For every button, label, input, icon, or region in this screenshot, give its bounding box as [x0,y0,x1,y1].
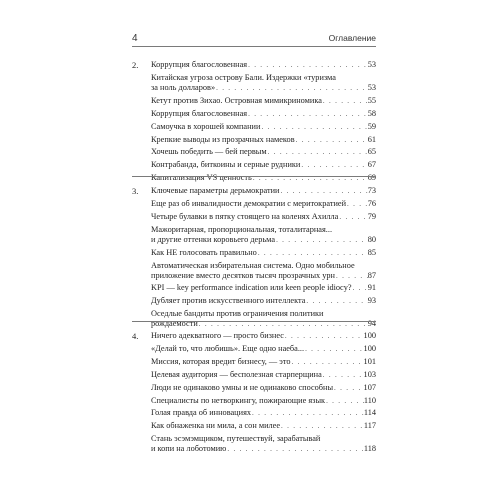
entry-title-line: Кетут против Зихао. Островная мимикриномика [151,95,322,105]
entry-title-line: Хочешь победить — бей первым [151,147,267,157]
dot-leader [305,296,367,306]
page-ref: 101 [363,356,376,366]
entry-title-line: Голая правда об инновациях [151,408,252,418]
entry-title-line: Коррупция благословенная [151,108,248,118]
page-ref: 110 [363,395,376,405]
page-ref: 100 [363,343,376,353]
toc-entry[interactable] [151,296,376,306]
toc-entry[interactable] [151,199,376,209]
toc-entry[interactable] [151,344,376,354]
toc-entry[interactable] [151,135,376,145]
entry-title-line: Автоматическая избирательная система. Одно мобильное [151,260,355,270]
header-rule [132,46,376,47]
entry-title-line: «Делай то, что любишь». Еще одно наеба... [151,343,305,353]
dot-leader [247,109,368,119]
dot-leader [322,370,364,380]
page-ref: 117 [363,421,376,431]
page-ref: 93 [367,296,376,306]
dot-leader [333,383,364,393]
entry-title-line: Китайская угроза острову Бали. Издержки «туризма [151,72,336,82]
entry-title-line: и копи на лоботомию [151,444,227,454]
entry-title-line: Стань эсэмэмщиком, путешествуй, зарабатывай [151,434,321,444]
entry-title-line: Еще раз об инвалидности демократии с меритократией [151,198,347,208]
toc-entry[interactable] [151,122,376,132]
page-ref: 61 [367,134,376,144]
page-ref: 58 [367,108,376,118]
toc-entry[interactable] [151,383,376,393]
toc-entry[interactable] [151,60,376,70]
toc-entry[interactable] [151,421,376,431]
page-ref: 91 [367,283,376,293]
dot-leader [325,396,364,406]
toc-entry[interactable] [151,283,376,293]
entry-title-line: Крепкие выводы из прозрачных намеков [151,134,295,144]
toc-entry[interactable] [151,357,376,367]
entry-title-line: Контрабанда, биткоины и серные рудники [151,160,301,170]
page-ref: 79 [367,211,376,221]
dot-leader [295,135,368,145]
entry-title-line: приложение вместо десятков тысяч прозрачных урн [151,270,335,280]
toc-entry[interactable] [151,309,376,329]
entry-title-line: и другие оттенки коровьего дерьма [151,234,276,244]
dot-leader [346,199,368,209]
dot-leader [267,147,368,157]
dot-leader [247,60,368,70]
dot-leader [257,248,368,258]
page-ref: 100 [363,331,376,340]
entry-title-line: Как НЕ голосовать правильно [151,247,257,257]
entry-title-line: Ключевые параметры дерьмократии [151,186,280,195]
toc-entry[interactable] [151,370,376,380]
section-number: 2. [132,60,139,70]
page-ref: 118 [363,444,376,454]
section-number: 4. [132,331,139,341]
section-number: 3. [132,186,139,196]
page-ref: 94 [367,319,376,329]
page-number: 4 [132,33,138,44]
toc-entry[interactable] [151,396,376,406]
entry-title-line: Специалисты по нетворкингу, пожирающие язык [151,395,326,405]
running-title: Оглавление [328,33,376,43]
page-ref: 67 [367,160,376,170]
toc-entry[interactable] [151,331,376,341]
dot-leader [304,344,363,354]
section-divider [132,321,376,322]
page-ref: 85 [367,247,376,257]
entry-title-line: Капитализация VS ценность [151,173,252,183]
entry-title-line: Самоучка в хорошей компании [151,121,261,131]
dot-leader [300,160,367,170]
page-ref: 65 [367,147,376,157]
page-ref: 59 [367,121,376,131]
toc-entry[interactable] [151,186,376,196]
entry-title-line: KPI — key performance indication или keen people idiocy? [151,283,352,293]
entry-title-line: Оседлые бандиты против ограничения политики [151,309,324,319]
toc-entry[interactable] [151,109,376,119]
toc-entry[interactable] [151,261,376,281]
page-ref: 53 [367,82,376,92]
toc-entry[interactable] [151,160,376,170]
entry-title-line: Ничего адекватного — просто бизнес [151,331,284,340]
dot-leader [275,235,368,245]
dot-leader [215,83,368,93]
dot-leader [260,122,367,132]
dot-leader [335,271,368,281]
toc-entry[interactable] [151,248,376,258]
dot-leader [251,408,364,418]
page-ref: 87 [367,270,376,280]
entry-title-line: Мажоритарная, пропорциональная, тоталитарная... [151,224,333,234]
page-ref: 76 [367,198,376,208]
entry-title-line: за ноль долларов» [151,82,216,92]
section-divider [132,176,376,177]
page-ref: 53 [367,60,376,69]
entry-title-line: рождаемости [151,319,198,329]
page-ref: 114 [363,408,376,418]
entry-title-line: Четыре булавки в пятку стоящего на коленях Ахилла [151,211,339,221]
page-ref: 69 [367,173,376,183]
dot-leader [284,331,364,341]
dot-leader [322,96,368,106]
entry-title-line: Люди не одинаково умны и не одинаково способны [151,382,334,392]
toc-entry[interactable] [151,147,376,157]
entry-title-line: Коррупция благословенная [151,60,248,69]
toc-entry[interactable] [151,212,376,222]
dot-leader [338,212,367,222]
entry-title-line: Как обнаженка ни мила, а сон милее [151,421,281,431]
page-ref: 73 [367,186,376,195]
toc-entry[interactable] [151,225,376,245]
page-ref: 55 [367,95,376,105]
entry-title-line: Миссия, которая вредит бизнесу, — это [151,356,291,366]
dot-leader [280,421,364,431]
dot-leader [252,173,368,183]
dot-leader [352,283,368,293]
toc-entry[interactable] [151,173,376,183]
entry-title-line: Дубляет против искусственного интеллекта [151,296,306,306]
toc-entry[interactable] [151,408,376,418]
page-ref: 107 [363,382,376,392]
dot-leader [226,444,363,454]
page-ref: 103 [363,369,376,379]
dot-leader [279,186,367,196]
toc-entry[interactable] [151,434,376,454]
toc-entry[interactable] [151,73,376,93]
toc-entry[interactable] [151,96,376,106]
entry-title-line: Целевая аудитория — бесполезная старперщина [151,369,322,379]
page-ref: 80 [367,234,376,244]
dot-leader [291,357,364,367]
